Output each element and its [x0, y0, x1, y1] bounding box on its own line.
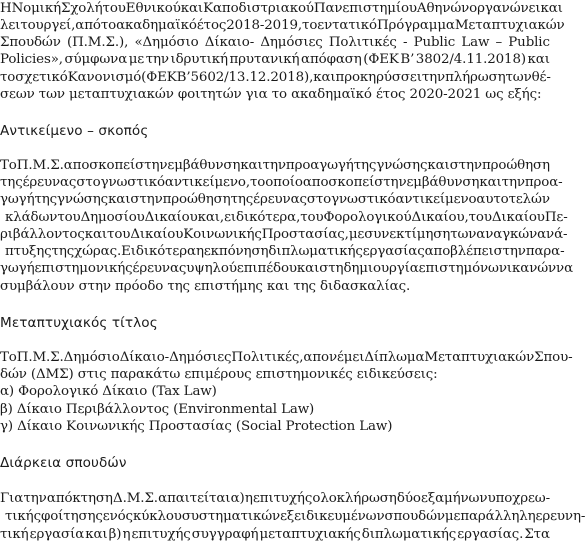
intro-line: το σχετικό Κανονισμό (ΦΕΚ Β’ 5602/13.12.2018), και προκηρύσσει την πλήρωση των θέ- [0, 70, 551, 85]
paragraph-line: της έρευνας στο γνωστικό αντικείμενο, το οποίο αποσκοπεί στην εμβάθυνση και την προα- [0, 175, 563, 190]
paragraph-line: Το Π.Μ.Σ. αποσκοπεί στην εμβάθυνση και την προαγωγή της γνώσης και στην προώθηση [0, 158, 550, 173]
intro-line: Σπουδών (Π.Μ.Σ.), «Δημόσιο Δίκαιο- Δημόσιες Πολιτικές - Public Law – Public [0, 35, 550, 50]
section-heading-object: Αντικείμενο – σκοπός [0, 123, 149, 139]
list-item: γ) Δίκαιο Κοινωνικής Προστασίας (Social Protection Law) [0, 419, 393, 434]
paragraph-line: τική εργασία και β) η επιτυχής συγγραφή μεταπτυχιακής διπλωματικής εργασίας. Στα [0, 527, 550, 542]
paragraph-line: δών (ΔΜΣ) στις παρακάτω επιμέρους επιστημονικές ειδικεύσεις: [0, 367, 438, 382]
paragraph-line: ριβάλλοντος και του Δικαίου Κοινωνικής Προστασίας, με συνεκτίμηση των αναγκών ανά- [0, 227, 568, 242]
paragraph-line: Το Π.Μ.Σ. Δημόσιο Δίκαιο- Δημόσιες Πολιτικές, απονέμει Δίπλωμα Μεταπτυχιακών Σπου- [0, 350, 573, 365]
paragraph-line: τικής φοίτησης ενός κύκλου συστηματικών εξειδικευμένων σπουδών με παράλληλη ερευνη- [5, 509, 585, 524]
paragraph-line: γωγή της γνώσης και στην προώθηση της έρευνας στο γνωστικό αντικείμενο αυτοτελών [0, 192, 550, 207]
section-heading-duration: Διάρκεια σπουδών [0, 455, 127, 471]
list-item: β) Δίκαιο Περιβάλλοντος (Environmental Law) [0, 402, 315, 417]
paragraph-line: πτυξης της χώρας. Ειδικότερα η εκπόνηση διπλωματικής εργασίας αποβλέπει στην παρα- [5, 244, 565, 259]
paragraph-line: κλάδων του Δημοσίου Δικαίου και, ειδικότερα, του Φορολογικού Δικαίου, του Δικαίου Πε- [5, 210, 568, 225]
intro-line: Η Νομική Σχολή του Εθνικού και Καποδιστριακού Πανεπιστημίου Αθηνών οργανώνει και [0, 1, 563, 16]
paragraph-line: Για την απόκτηση Δ.Μ.Σ. απαιτείται α) η επιτυχής ολοκλήρωση δύο εξαμήνων υποχρεω- [0, 491, 550, 506]
intro-line: Policies», σύμφωνα με την ιδρυτική πρυτανική απόφαση (ΦΕΚ Β’ 3802/4.11.2018) και [0, 52, 550, 67]
intro-line: σεων των μεταπτυχιακών φοιτητών για το ακαδημαϊκό έτος 2020-2021 ως εξής: [0, 87, 542, 102]
list-item: α) Φορολογικό Δίκαιο (Tax Law) [0, 384, 217, 399]
section-heading-title: Μεταπτυχιακός τίτλος [0, 315, 158, 331]
paragraph-line: γωγή επιστημονικής έρευνας υψηλού επιπέδου και στη δημιουργία επιστημόνων ικανών να [0, 261, 573, 276]
intro-line: λειτουργεί, από το ακαδημαϊκό έτος 2018-2019, το εντατικό Πρόγραμμα Μεταπτυχιακών [0, 18, 565, 33]
paragraph-line: συμβάλουν στην πρόοδο της επιστήμης και της διδασκαλίας. [0, 279, 411, 294]
